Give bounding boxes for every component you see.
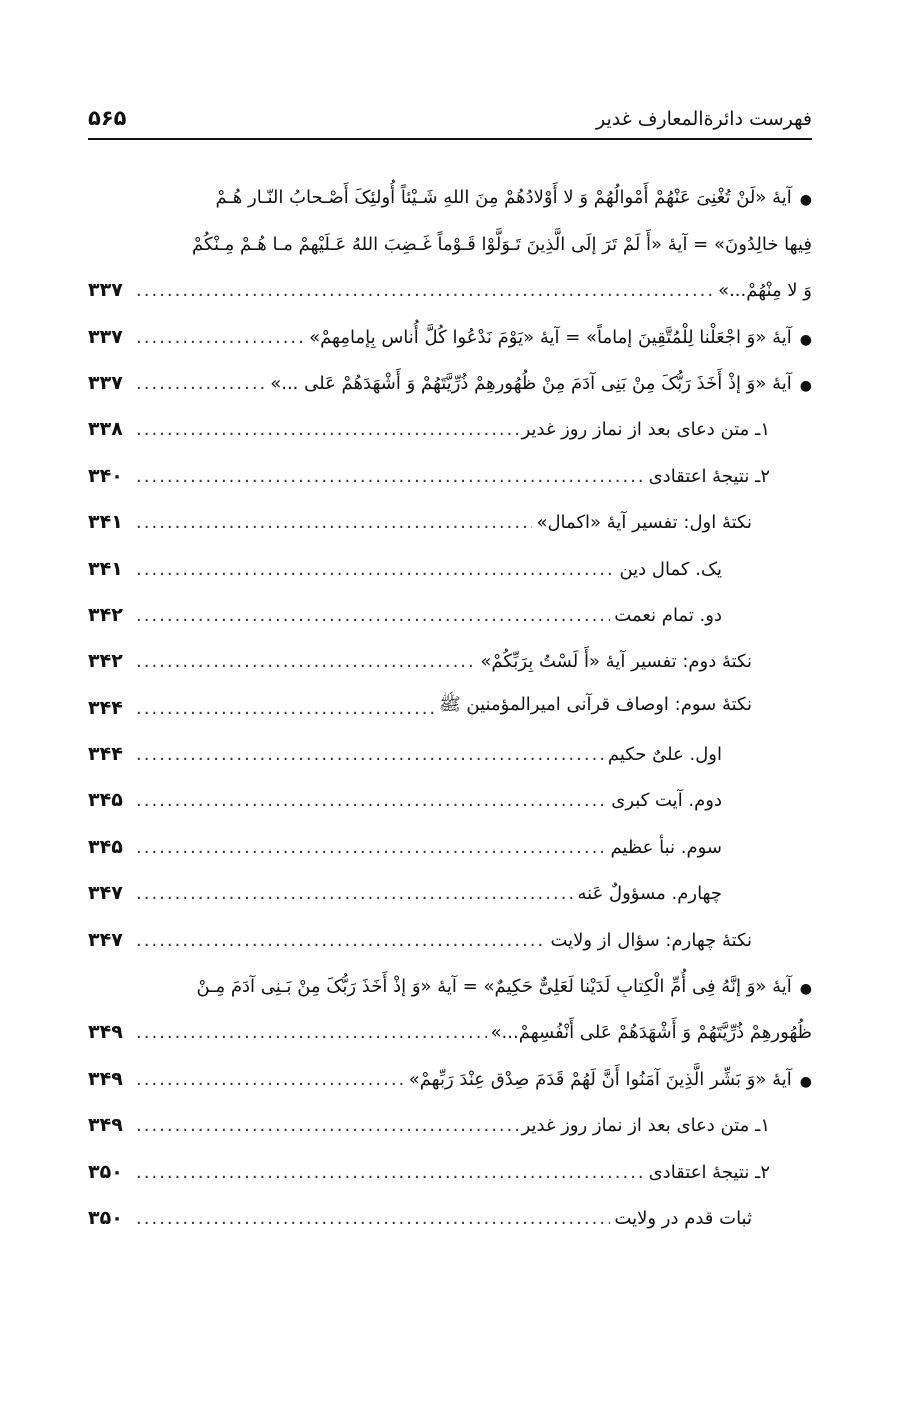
toc-entry[interactable] bbox=[88, 672, 812, 718]
toc-entry-text: ۱ـ متن دعای بعد از نماز روز غدیر bbox=[521, 1115, 770, 1137]
toc-entry-text: نکتهٔ اول: تفسیر آیهٔ «اکمال» bbox=[536, 512, 752, 534]
toc-page-number: ۳۴۱ bbox=[88, 557, 123, 580]
leader-dots bbox=[136, 327, 305, 348]
toc-entry-text: نکتهٔ چهارم: سؤال از ولایت bbox=[550, 929, 752, 951]
toc-page-number: ۳۴۷ bbox=[88, 882, 123, 905]
leader-dots bbox=[136, 930, 546, 951]
toc-entry-text: نکتهٔ دوم: تفسیر آیهٔ «أَ لَسْتُ بِرَبِّکُمْ» bbox=[480, 651, 752, 673]
bullet-icon: ● bbox=[799, 331, 812, 348]
toc-page-number: ۳۳۸ bbox=[88, 418, 123, 441]
bullet-icon: ● bbox=[799, 377, 812, 394]
toc-entry[interactable] bbox=[88, 255, 812, 301]
toc-entry[interactable] bbox=[88, 580, 812, 626]
bullet-icon: ● bbox=[799, 192, 812, 209]
toc-page-number: ۳۴۵ bbox=[88, 835, 123, 858]
leader-dots bbox=[136, 837, 606, 858]
leader-dots bbox=[136, 1115, 518, 1136]
page-number: ۵۶۵ bbox=[88, 106, 127, 130]
toc-entry[interactable] bbox=[88, 533, 812, 579]
toc-entry-text: آیهٔ «وَ إِنَّهُ فِی أُمِّ الْکِتابِ لَدَیْنا لَعَلِیٌّ حَکِیمٌ» = آیهٔ «وَ إِذْ أَخَذَ رَبُّکَ مِنْ بَـنِی آدَمَ مِـنْ bbox=[196, 976, 792, 998]
toc-entry-text: آیهٔ «لَنْ تُغْنِیَ عَنْهُمْ أَمْوالُهُمْ وَ لا أَوْلادُهُمْ مِنَ اللهِ شَـیْئاً أُولئِکَ أَصْـحابُ النّـارِ هُـمْ bbox=[215, 187, 792, 209]
leader-dots bbox=[136, 605, 610, 626]
leader-dots bbox=[136, 1022, 487, 1043]
toc-entry-text: چهارم. مسؤولٌ عَنه bbox=[577, 883, 722, 905]
toc-entry-text: ۲ـ نتیجهٔ اعتقادی bbox=[648, 465, 770, 487]
leader-dots bbox=[136, 1162, 645, 1183]
toc-entry-text: فِیها خالِدُونَ» = آیهٔ «أَ لَمْ تَرَ إِلَی الَّذِینَ تَـوَلَّوْا قَـوْماً غَـضِبَ اللهُ عَـلَیْهِمْ مـا هُـمْ مِـنْکُمْ bbox=[192, 233, 812, 255]
toc-page-number: ۳۴۲ bbox=[88, 650, 123, 673]
bullet-icon: ● bbox=[799, 981, 812, 998]
toc-page-number: ۳۵۰ bbox=[88, 1160, 123, 1183]
bullet-icon: ● bbox=[799, 1073, 812, 1090]
toc-page-number: ۳۴۹ bbox=[88, 1021, 123, 1044]
toc-entry-text: آیهٔ «وَ اجْعَلْنا لِلْمُتَّقِینَ إماماً» = آیهٔ «یَوْمَ نَدْعُوا کُلَّ أُناسٍ بِإمامِهِمْ» bbox=[309, 326, 792, 348]
leader-dots bbox=[136, 790, 607, 811]
toc-page-number: ۳۴۰ bbox=[88, 464, 123, 487]
toc-entry-text: اول. علیٌ حکیم bbox=[607, 744, 722, 766]
toc-entry[interactable] bbox=[88, 904, 812, 950]
toc-entry[interactable] bbox=[88, 719, 812, 765]
toc-entry-text: ظُهُورِهِمْ ذُرِّیَّتَهُمْ وَ أَشْهَدَهُمْ عَلی أَنْفُسِهِمْ...» bbox=[490, 1022, 812, 1044]
toc-entry[interactable] bbox=[88, 858, 812, 904]
toc-page-number: ۳۴۹ bbox=[88, 1067, 123, 1090]
toc-page-number: ۳۴۲ bbox=[88, 603, 123, 626]
toc-entry[interactable] bbox=[88, 1043, 812, 1089]
toc-page-number: ۳۴۱ bbox=[88, 511, 123, 534]
toc-entry[interactable] bbox=[88, 997, 812, 1043]
leader-dots bbox=[136, 883, 573, 904]
toc-entry[interactable] bbox=[88, 348, 812, 394]
toc-entry[interactable] bbox=[88, 440, 812, 486]
toc-entry[interactable] bbox=[88, 765, 812, 811]
toc-entry[interactable] bbox=[88, 301, 812, 347]
toc-page-number: ۳۳۷ bbox=[88, 325, 123, 348]
toc-entry[interactable] bbox=[88, 1136, 812, 1182]
toc-entry-text: وَ لا مِنْهُمْ...» bbox=[718, 280, 812, 302]
leader-dots bbox=[136, 373, 266, 394]
leader-dots bbox=[136, 1208, 610, 1229]
leader-dots bbox=[136, 1069, 405, 1090]
toc-entry[interactable] bbox=[88, 208, 812, 254]
toc-entry[interactable] bbox=[88, 811, 812, 857]
toc-page-number: ۳۴۴ bbox=[88, 743, 123, 766]
leader-dots bbox=[136, 466, 645, 487]
toc-entry-text: دوم. آیت کبری bbox=[611, 790, 722, 812]
toc-entry-text: آیهٔ «وَ بَشِّرِ الَّذِینَ آمَنُوا أَنَّ لَهُمْ قَدَمَ صِدْقٍ عِنْدَ رَبِّهِمْ» bbox=[408, 1068, 792, 1090]
toc-page-number: ۳۴۷ bbox=[88, 928, 123, 951]
table-of-contents bbox=[88, 162, 812, 1229]
leader-dots bbox=[136, 559, 615, 580]
toc-entry[interactable] bbox=[88, 1090, 812, 1136]
toc-page-number: ۳۴۵ bbox=[88, 789, 123, 812]
toc-page-number: ۳۵۰ bbox=[88, 1206, 123, 1229]
leader-dots bbox=[136, 280, 714, 301]
toc-page-number: ۳۴۹ bbox=[88, 1114, 123, 1137]
toc-entry-text: ثبات قدم در ولایت bbox=[614, 1207, 752, 1229]
toc-entry[interactable] bbox=[88, 394, 812, 440]
toc-page-number: ۳۳۷ bbox=[88, 279, 123, 302]
toc-entry-text: آیهٔ «وَ إِذْ أَخَذَ رَبُّکَ مِنْ بَنِی آدَمَ مِنْ ظُهُورِهِمْ ذُرِّیَّتَهُمْ وَ أَشْهَدَهُمْ عَلی ...» bbox=[270, 372, 792, 394]
toc-entry-text: سوم. نبأ عظیم bbox=[610, 836, 722, 858]
toc-entry[interactable] bbox=[88, 951, 812, 997]
toc-page-number: ۳۴۴ bbox=[88, 696, 123, 719]
toc-entry[interactable] bbox=[88, 162, 812, 208]
toc-entry-text: ۲ـ نتیجهٔ اعتقادی bbox=[648, 1161, 770, 1183]
running-title: فهرست دائرةالمعارف غدیر bbox=[595, 108, 812, 130]
page-header bbox=[88, 96, 812, 140]
toc-entry-text: دو. تمام نعمت bbox=[614, 604, 722, 626]
toc-entry[interactable] bbox=[88, 487, 812, 533]
toc-entry-text: ۱ـ متن دعای بعد از نماز روز غدیر bbox=[521, 419, 770, 441]
toc-page-number: ۳۳۷ bbox=[88, 371, 123, 394]
leader-dots bbox=[136, 419, 518, 440]
leader-dots bbox=[136, 698, 435, 719]
leader-dots bbox=[136, 512, 532, 533]
leader-dots bbox=[136, 744, 604, 765]
toc-entry-text: یک. کمال دین bbox=[619, 558, 722, 580]
leader-dots bbox=[136, 651, 476, 672]
toc-entry-text: نکتهٔ سوم: اوصاف قرآنی امیرالمؤمنین ﷺ bbox=[438, 693, 752, 715]
toc-entry[interactable] bbox=[88, 1183, 812, 1229]
toc-entry[interactable] bbox=[88, 626, 812, 672]
